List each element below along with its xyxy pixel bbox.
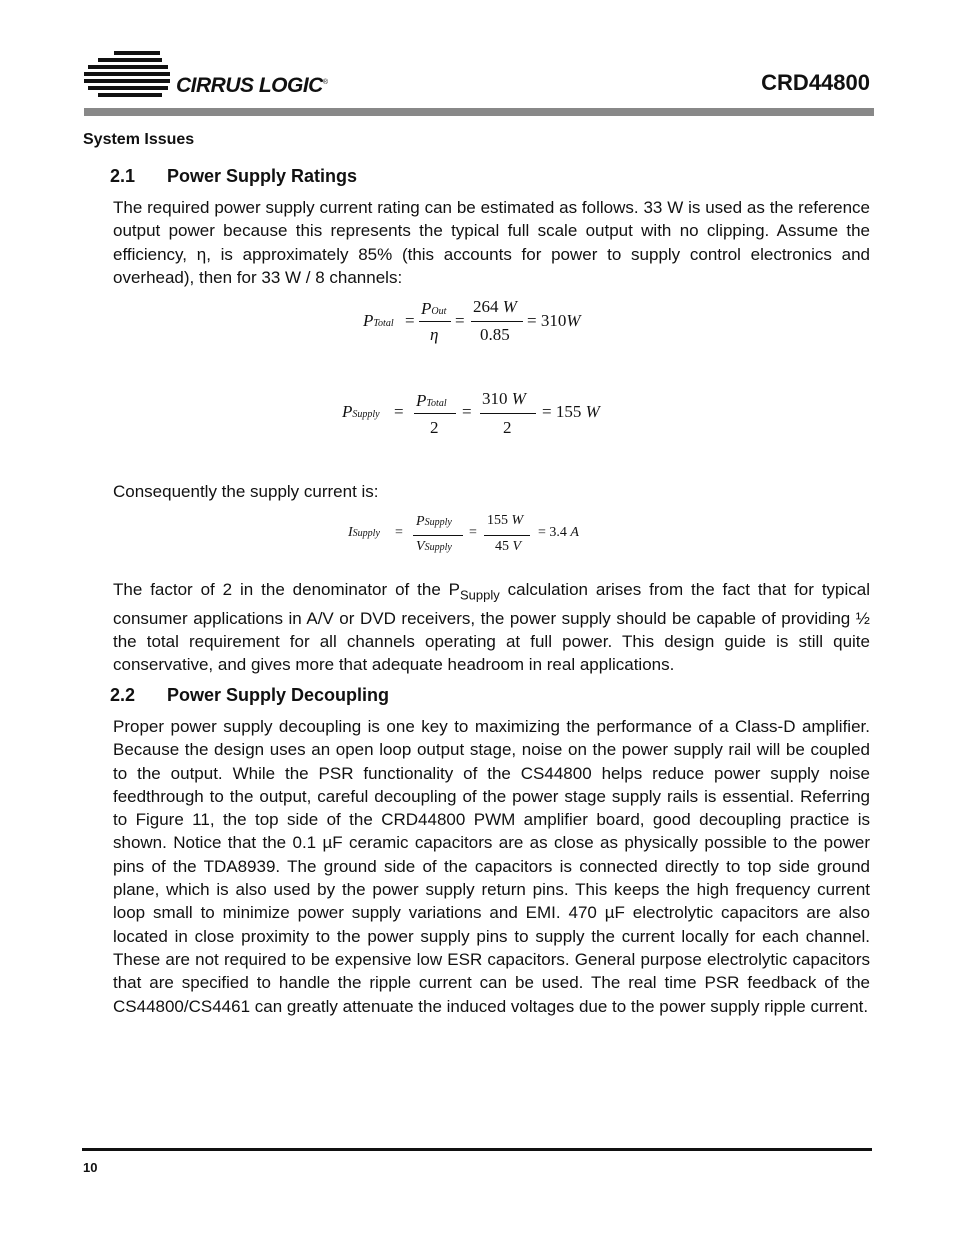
company-logo [84,44,344,104]
heading-2-2: 2.2 Power Supply Decoupling [110,685,390,705]
equation-p-total: PTotal = POut η = 264 W 0.85 = 310W [363,297,581,344]
document-id: CRD44800 [761,70,870,95]
equation-p-supply: PSupply = PTotal 2 = 310 W 2 = 155 W [342,389,600,437]
page-number: 10 [83,1160,98,1175]
paragraph-supply-current: Consequently the supply current is: [113,482,379,501]
header-rule [84,108,874,116]
paragraph-decoupling: Proper power supply decoupling is one key to maximizing the performance of a Class-D amplifier. Because the design uses an open loop output stage, noise on the power supply rail will be coupled to the output. While the PSR functionality of the CS44800 helps reduce power supply noise feedthrough to the output, careful decoupling of the power stage supply rails is essential. Referring to Figure 11, the top side of the CRD44800 PWM amplifier board, good decoupling practice is shown. Notice that the 0.1 µF ceramic capacitors are as close as physically possible to the power pins of the TDA8939. The ground side of the capacitors is connected directly to top side ground plane, which is also used by the power supply return pins. This keeps the high frequency current loop small to minimize power supply variations and EMI. 470 µF electrolytic capacitors are also located in close proximity to the power supply pins to supply the current locally for each channel. These are not required to be expensive low ESR capacitors. General purpose electrolytic capacitors that are specified to handle the ripple current can be used. The real time PSR feedback of the CS44800/CS4461 can greatly attenuate the induced voltages due to the power supply ripple current. [113,717,870,1016]
footer-rule [82,1148,872,1151]
paragraph-ratings-intro: The required power supply current rating can be estimated as follows. 33 W is used as the reference output power because this represents the typical full scale output with no clipping. Assume the efficiency, η, is approximately 85% (this accounts for power to supply control electronics and overhead), then for 33 W / 8 channels: [113,198,870,287]
heading-2-1: 2.1 Power Supply Ratings [110,166,358,186]
logo-text: CIRRUS LOGIC® [176,74,328,97]
paragraph-factor-of-two: The factor of 2 in the denominator of the $P_{Supply}$ calculation arises from the fact that for typical consumer applications in A/V or DVD receivers, the power supply should be capable of providing ½ the total requirement for all channels operating at full power. This design guide is still quite conservative, and gives more that adequate headroom in real applications. [113,580,871,675]
equation-i-supply: ISupply = PSupply VSupply = 155 W 45 V = 3.4 A [348,513,579,554]
logo-swoosh-icon [84,49,184,99]
section-title: System Issues [83,131,195,148]
